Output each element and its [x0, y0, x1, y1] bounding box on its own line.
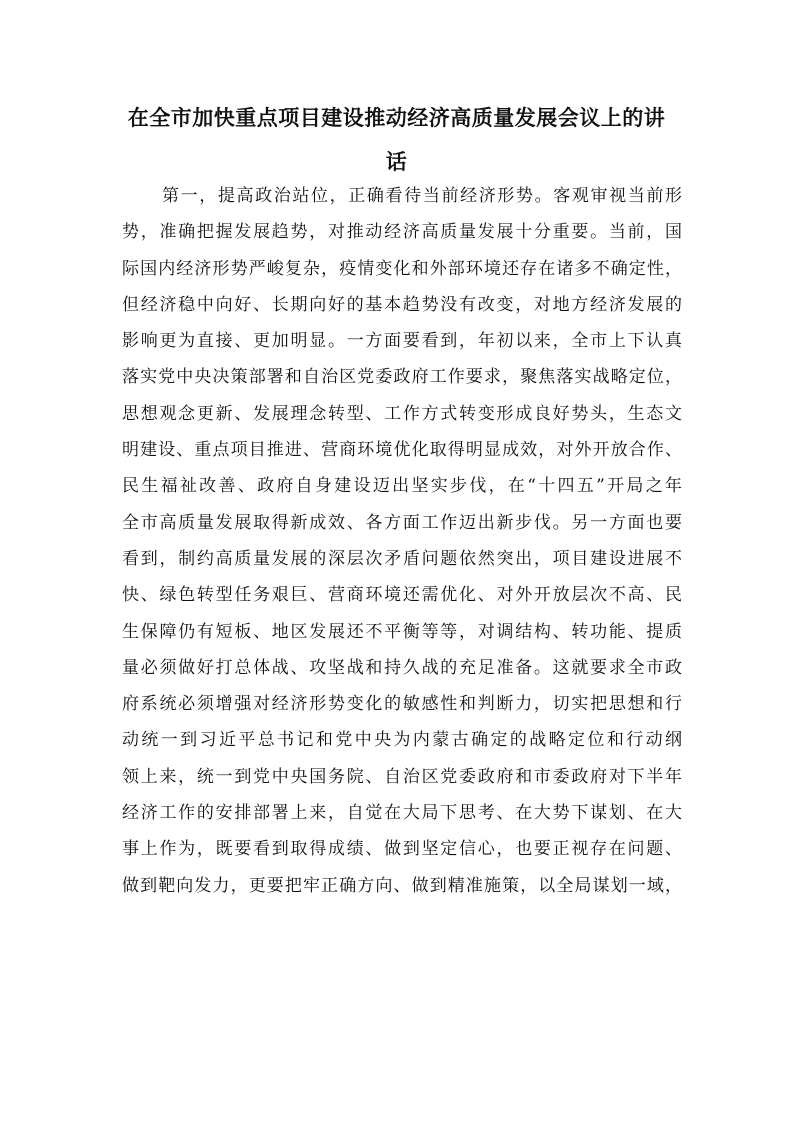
body-line: 事上作为，既要看到取得成绩、做到坚定信心，也要正视存在问题、: [122, 839, 682, 860]
body-line: 经济工作的安排部署上来，自觉在大局下思考、在大势下谋划、在大: [122, 803, 682, 824]
body-line: 落实党中央决策部署和自治区党委政府工作要求，聚焦落实战略定位，: [122, 367, 682, 388]
body-line: 生保障仍有短板、地区发展还不平衡等等，对调结构、转功能、提质: [122, 621, 682, 642]
body-line: 势，准确把握发展趋势，对推动经济高质量发展十分重要。当前，国: [122, 222, 682, 243]
body-line: 看到，制约高质量发展的深层次矛盾问题依然突出，项目建设进展不: [122, 548, 682, 569]
body-line: 影响更为直接、更加明显。一方面要看到，年初以来，全市上下认真: [122, 331, 682, 352]
body-line: 领上来，统一到党中央国务院、自治区党委政府和市委政府对下半年: [122, 766, 682, 787]
document-title-line-2: 话: [385, 149, 408, 174]
body-line: 快、绿色转型任务艰巨、营商环境还需优化、对外开放层次不高、民: [122, 585, 682, 606]
body-line: 际国内经济形势严峻复杂，疫情变化和外部环境还存在诸多不确定性，: [122, 258, 682, 279]
body-line: 全市高质量发展取得新成效、各方面工作迈出新步伐。另一方面也要: [122, 512, 682, 533]
body-line: 第一，提高政治站位，正确看待当前经济形势。客观审视当前形: [162, 186, 682, 206]
body-line: 民生福祉改善、政府自身建设迈出坚实步伐，在“十四五”开局之年: [122, 476, 682, 497]
body-line: 动统一到习近平总书记和党中央为内蒙古确定的战略定位和行动纲: [122, 730, 682, 751]
body-line: 量必须做好打总体战、攻坚战和持久战的充足准备。这就要求全市政: [122, 657, 682, 678]
body-line: 明建设、重点项目推进、营商环境优化取得明显成效，对外开放合作、: [122, 440, 682, 461]
document-title-line-1: 在全市加快重点项目建设推动经济高质量发展会议上的讲: [127, 105, 666, 130]
body-line: 思想观念更新、发展理念转型、工作方式转变形成良好势头，生态文: [122, 403, 682, 424]
body-line: 做到靶向发力，更要把牢正确方向、做到精准施策，以全局谋划一域，: [122, 875, 682, 896]
body-line: 府系统必须增强对经济形势变化的敏感性和判断力，切实把思想和行: [122, 694, 682, 715]
body-paragraph: [122, 178, 682, 904]
body-line: 但经济稳中向好、长期向好的基本趋势没有改变，对地方经济发展的: [122, 294, 682, 315]
